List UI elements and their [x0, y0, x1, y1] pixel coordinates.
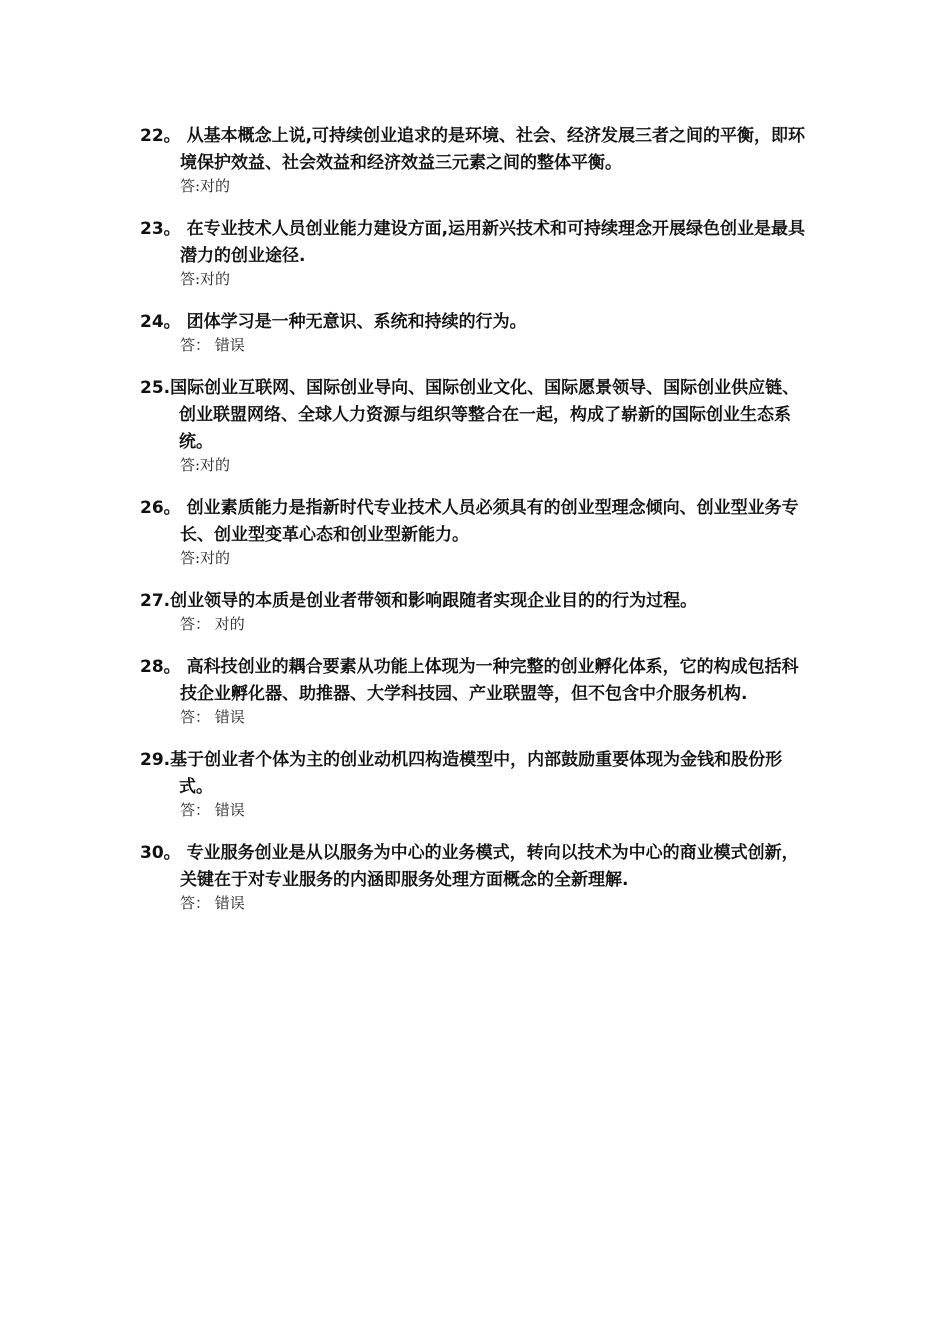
- question-number: 25.: [140, 378, 171, 398]
- question-text: [140, 654, 810, 708]
- question-text: [140, 309, 810, 336]
- question-body: 国际创业互联网、国际创业导向、国际创业文化、国际愿景领导、国际创业供应链、创业联盟网络、全球人力资源与组织等整合在一起，构成了崭新的国际创业生态系统。: [170, 378, 800, 452]
- question-number: 30。: [140, 843, 181, 863]
- answer-line: 答： 错误: [180, 801, 245, 819]
- question-item-29: [140, 747, 810, 821]
- question-number: 22。: [140, 126, 181, 146]
- question-body: 创业素质能力是指新时代专业技术人员必须具有的创业型理念倾向、创业型业务专长、创业型变革心态和创业型新能力。: [180, 498, 799, 545]
- answer-line: 答:对的: [180, 456, 231, 474]
- question-text: [140, 216, 810, 270]
- answer-line: 答:对的: [180, 177, 231, 195]
- question-number: 26。: [140, 498, 181, 518]
- question-text: [140, 123, 810, 177]
- question-item-25: [140, 375, 810, 476]
- question-item-22: [140, 123, 810, 197]
- answer-line: 答:对的: [180, 270, 231, 288]
- question-item-26: [140, 495, 810, 569]
- question-body: 专业服务创业是从以服务为中心的业务模式，转向以技术为中心的商业模式创新，关键在于对专业服务的内涵即服务处理方面概念的全新理解.: [180, 843, 799, 890]
- question-body: 基于创业者个体为主的创业动机四构造模型中，内部鼓励重要体现为金钱和股份形式。: [170, 750, 783, 797]
- question-body: 在专业技术人员创业能力建设方面,运用新兴技术和可持续理念开展绿色创业是最具潜力的创业途径.: [180, 219, 806, 266]
- question-body: 从基本概念上说,可持续创业追求的是环境、社会、经济发展三者之间的平衡，即环境保护效益、社会效益和经济效益三元素之间的整体平衡。: [180, 126, 806, 173]
- question-item-30: [140, 840, 810, 914]
- question-number: 24。: [140, 312, 181, 332]
- question-item-28: [140, 654, 810, 728]
- question-text: [140, 747, 810, 801]
- question-text: [140, 495, 810, 549]
- question-body: 高科技创业的耦合要素从功能上体现为一种完整的创业孵化体系，它的构成包括科技企业孵化器、助推器、大学科技园、产业联盟等，但不包含中介服务机构.: [180, 657, 799, 704]
- question-number: 23。: [140, 219, 181, 239]
- answer-line: 答： 对的: [180, 615, 245, 633]
- answer-line: 答:对的: [180, 549, 231, 567]
- answer-line: 答： 错误: [180, 336, 245, 354]
- question-list: [140, 123, 810, 933]
- question-item-24: [140, 309, 810, 356]
- question-number: 28。: [140, 657, 181, 677]
- question-text: [140, 375, 810, 456]
- question-item-23: [140, 216, 810, 290]
- question-item-27: [140, 588, 810, 635]
- answer-line: 答： 错误: [180, 708, 245, 726]
- question-number: 29.: [140, 750, 171, 770]
- answer-line: 答： 错误: [180, 894, 245, 912]
- question-body: 创业领导的本质是创业者带领和影响跟随者实现企业目的的行为过程。: [170, 591, 698, 611]
- question-text: [140, 840, 810, 894]
- question-body: 团体学习是一种无意识、系统和持续的行为。: [180, 312, 527, 332]
- question-text: [140, 588, 810, 615]
- question-number: 27.: [140, 591, 171, 611]
